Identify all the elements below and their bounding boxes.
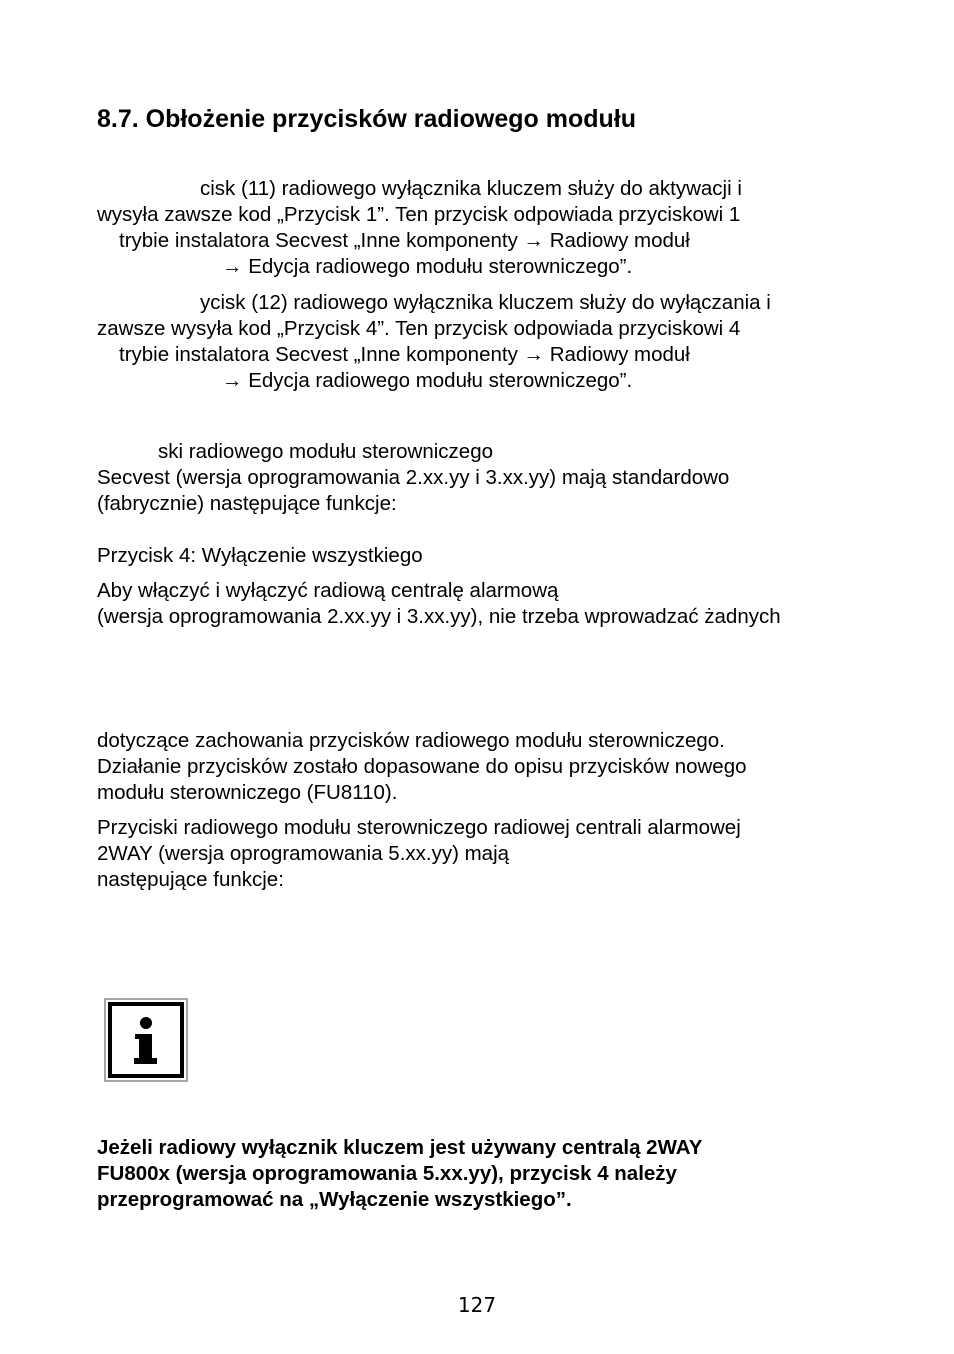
paragraph-line: → Edycja radiowego modułu sterowniczego”. bbox=[222, 255, 633, 278]
page-number: 127 bbox=[457, 1293, 497, 1317]
paragraph-line: (fabrycznie) następujące funkcje: bbox=[97, 492, 397, 515]
note-line: przeprogramować na „Wyłączenie wszystkiego”. bbox=[97, 1188, 572, 1211]
paragraph-line: Secvest (wersja oprogramowania 2.xx.yy i 3.xx.yy) mają standardowo bbox=[97, 466, 730, 489]
paragraph-line: ycisk (12) radiowego wyłącznika kluczem służy do wyłączania i bbox=[200, 291, 771, 314]
paragraph-line: Aby włączyć i wyłączyć radiową centralę alarmową bbox=[97, 579, 559, 602]
paragraph-line: dotyczące zachowania przycisków radiowego modułu sterowniczego. bbox=[97, 729, 725, 752]
paragraph-line: (wersja oprogramowania 2.xx.yy i 3.xx.yy), nie trzeba wprowadzać żadnych bbox=[97, 605, 781, 628]
info-icon bbox=[104, 998, 188, 1082]
paragraph-line: zawsze wysyła kod „Przycisk 4”. Ten przycisk odpowiada przyciskowi 4 bbox=[97, 317, 741, 340]
paragraph-line: cisk (11) radiowego wyłącznika kluczem służy do aktywacji i bbox=[200, 177, 742, 200]
section-title: 8.7. Obłożenie przycisków radiowego modułu bbox=[97, 105, 636, 133]
paragraph-line: → Edycja radiowego modułu sterowniczego”. bbox=[222, 369, 633, 392]
paragraph-line: trybie instalatora Secvest „Inne komponenty → Radiowy moduł bbox=[119, 229, 690, 252]
paragraph-line: trybie instalatora Secvest „Inne komponenty → Radiowy moduł bbox=[119, 343, 690, 366]
paragraph-line: wysyła zawsze kod „Przycisk 1”. Ten przycisk odpowiada przyciskowi 1 bbox=[97, 203, 741, 226]
note-line: Jeżeli radiowy wyłącznik kluczem jest używany centralą 2WAY bbox=[97, 1136, 703, 1159]
paragraph-line: 2WAY (wersja oprogramowania 5.xx.yy) mają bbox=[97, 842, 510, 865]
button-4-function: Przycisk 4: Wyłączenie wszystkiego bbox=[97, 544, 423, 567]
note-line: FU800x (wersja oprogramowania 5.xx.yy), przycisk 4 należy bbox=[97, 1162, 677, 1185]
paragraph-line: następujące funkcje: bbox=[97, 868, 284, 891]
paragraph-line: modułu sterowniczego (FU8110). bbox=[97, 781, 398, 804]
paragraph-line: Przyciski radiowego modułu sterowniczego radiowej centrali alarmowej bbox=[97, 816, 741, 839]
paragraph-line: Działanie przycisków zostało dopasowane do opisu przycisków nowego bbox=[97, 755, 747, 778]
paragraph-line: ski radiowego modułu sterowniczego bbox=[158, 440, 494, 463]
